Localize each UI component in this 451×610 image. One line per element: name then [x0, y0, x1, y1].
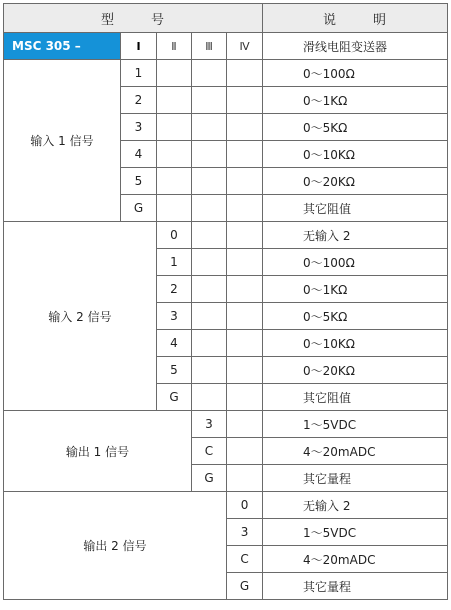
empty-cell	[227, 60, 263, 87]
group4-desc: 1～5VDC	[263, 519, 448, 546]
group1-code: 3	[121, 114, 157, 141]
group4-code: G	[227, 573, 263, 600]
empty-cell	[227, 465, 263, 492]
group1-desc: 0～10KΩ	[263, 141, 448, 168]
empty-cell	[157, 60, 192, 87]
group1-desc: 0～1KΩ	[263, 87, 448, 114]
group3-code: G	[192, 465, 227, 492]
group2-code: 4	[157, 330, 192, 357]
empty-cell	[227, 330, 263, 357]
group3-desc: 其它量程	[263, 465, 448, 492]
group4-desc: 4～20mADC	[263, 546, 448, 573]
empty-cell	[192, 330, 227, 357]
group3-code: 3	[192, 411, 227, 438]
group2-desc: 其它阻值	[263, 384, 448, 411]
group1-desc: 0～100Ω	[263, 60, 448, 87]
empty-cell	[192, 195, 227, 222]
empty-cell	[227, 411, 263, 438]
empty-cell	[227, 222, 263, 249]
group1-code: 4	[121, 141, 157, 168]
empty-cell	[227, 195, 263, 222]
group3-label: 输出 1 信号	[4, 411, 192, 492]
empty-cell	[157, 87, 192, 114]
empty-cell	[227, 357, 263, 384]
desc-header-char-2: 明	[373, 12, 388, 28]
model-spec-table	[3, 3, 448, 600]
empty-cell	[157, 195, 192, 222]
group1-code: 5	[121, 168, 157, 195]
group3-desc: 4～20mADC	[263, 438, 448, 465]
group2-desc: 0～20KΩ	[263, 357, 448, 384]
group2-code: 3	[157, 303, 192, 330]
roman-iii: Ⅲ	[192, 33, 227, 60]
model-header-char-2: 号	[151, 12, 166, 28]
group4-code: C	[227, 546, 263, 573]
roman-i: Ⅰ	[121, 33, 157, 60]
group2-label: 输入 2 信号	[4, 222, 157, 411]
empty-cell	[192, 384, 227, 411]
table-row	[4, 492, 448, 519]
group2-code: 0	[157, 222, 192, 249]
empty-cell	[227, 168, 263, 195]
group2-desc: 0～1KΩ	[263, 276, 448, 303]
group4-desc: 其它量程	[263, 573, 448, 600]
group1-desc: 0～5KΩ	[263, 114, 448, 141]
group1-code: G	[121, 195, 157, 222]
spec-table-container	[3, 3, 448, 600]
group4-desc: 无输入 2	[263, 492, 448, 519]
model-row	[4, 33, 448, 60]
empty-cell	[227, 384, 263, 411]
empty-cell	[192, 249, 227, 276]
empty-cell	[192, 303, 227, 330]
empty-cell	[192, 357, 227, 384]
group1-label: 输入 1 信号	[4, 60, 121, 222]
table-row	[4, 60, 448, 87]
empty-cell	[227, 249, 263, 276]
desc-header-char-1: 说	[323, 12, 338, 28]
empty-cell	[192, 276, 227, 303]
model-code: MSC 305 –	[4, 33, 121, 60]
group2-desc: 0～5KΩ	[263, 303, 448, 330]
empty-cell	[192, 168, 227, 195]
empty-cell	[227, 438, 263, 465]
group2-code: 2	[157, 276, 192, 303]
group1-desc: 其它阻值	[263, 195, 448, 222]
group4-code: 0	[227, 492, 263, 519]
group4-label: 输出 2 信号	[4, 492, 227, 600]
group2-code: 1	[157, 249, 192, 276]
empty-cell	[227, 276, 263, 303]
group2-desc: 无输入 2	[263, 222, 448, 249]
roman-ii: Ⅱ	[157, 33, 192, 60]
header-row	[4, 4, 448, 33]
table-row	[4, 411, 448, 438]
empty-cell	[157, 141, 192, 168]
group1-code: 1	[121, 60, 157, 87]
group2-desc: 0～10KΩ	[263, 330, 448, 357]
model-header	[4, 4, 263, 33]
model-header-char-1: 型	[101, 12, 116, 28]
group4-code: 3	[227, 519, 263, 546]
group2-code: 5	[157, 357, 192, 384]
empty-cell	[157, 168, 192, 195]
roman-iv: Ⅳ	[227, 33, 263, 60]
group1-desc: 0～20KΩ	[263, 168, 448, 195]
group1-code: 2	[121, 87, 157, 114]
empty-cell	[227, 303, 263, 330]
empty-cell	[227, 87, 263, 114]
empty-cell	[192, 141, 227, 168]
empty-cell	[227, 141, 263, 168]
group3-code: C	[192, 438, 227, 465]
empty-cell	[192, 87, 227, 114]
empty-cell	[192, 222, 227, 249]
model-desc: 滑线电阻变送器	[263, 33, 448, 60]
empty-cell	[192, 114, 227, 141]
group3-desc: 1～5VDC	[263, 411, 448, 438]
table-row	[4, 222, 448, 249]
group2-desc: 0～100Ω	[263, 249, 448, 276]
empty-cell	[192, 60, 227, 87]
empty-cell	[157, 114, 192, 141]
empty-cell	[227, 114, 263, 141]
group2-code: G	[157, 384, 192, 411]
desc-header	[263, 4, 448, 33]
